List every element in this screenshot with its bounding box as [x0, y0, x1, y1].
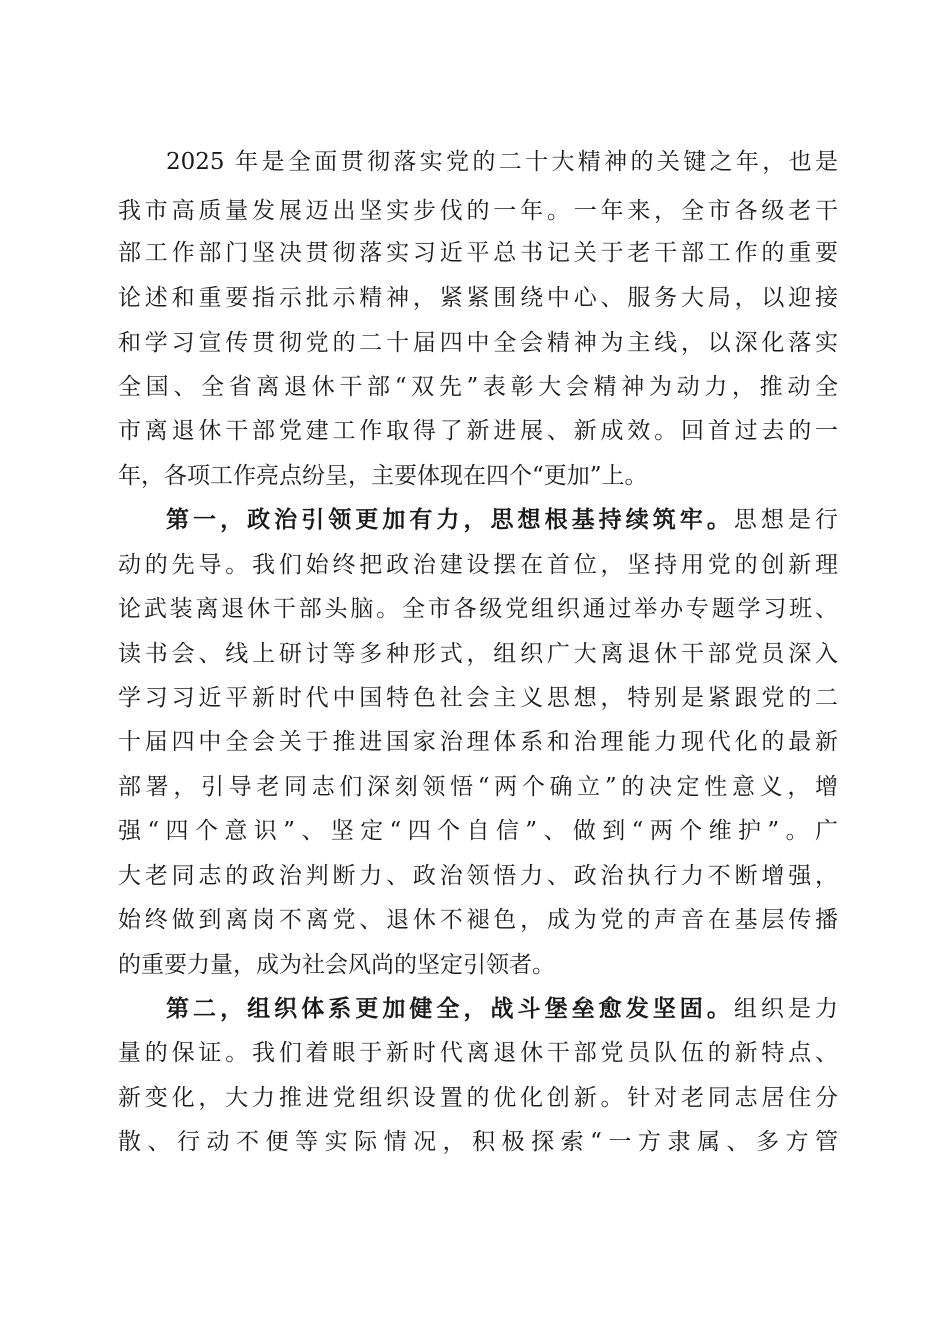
paragraph-3-first-line-rest: 组织是力 — [733, 996, 839, 1022]
paragraph-1-line-7: 市离退休干部党建工作取得了新进展、新成效。回首过去的一 — [118, 418, 838, 444]
paragraph-3-line-1 — [166, 989, 838, 1029]
paragraph-1-line-8: 年，各项工作亮点纷呈，主要体现在四个“更加”上。 — [118, 463, 648, 489]
paragraph-1-line-5: 和学习宣传贯彻党的二十届四中全会精神为主线，以深化落实 — [118, 330, 838, 356]
paragraph-2-line-3: 论武装离退休干部头脑。全市各级党组织通过举办专题学习班、 — [118, 596, 838, 622]
paragraph-2-line-9: 大老同志的政治判断力、政治领悟力、政治执行力不断增强， — [118, 863, 838, 889]
paragraph-2-line-6: 十届四中全会关于推进国家治理体系和治理能力现代化的最新 — [118, 729, 838, 755]
paragraph-3-heading: 第二，组织体系更加健全，战斗堡垒愈发坚固。 — [166, 995, 734, 1022]
paragraph-2-line-1 — [166, 500, 838, 540]
paragraph-2-line-8: 强“四个意识”、坚定“四个自信”、做到“两个维护”。广 — [118, 818, 838, 844]
paragraph-2-line-11: 的重要力量，成为社会风尚的坚定引领者。 — [118, 952, 555, 978]
paragraph-1-line-2: 我市高质量发展迈出坚实步伐的一年。一年来，全市各级老干 — [118, 198, 838, 224]
paragraph-2-line-2: 动的先导。我们始终把政治建设摆在首位，坚持用党的创新理 — [118, 552, 838, 578]
paragraph-2-line-10: 始终做到离岗不离党、退休不褪色，成为党的声音在基层传播 — [118, 907, 838, 933]
paragraph-3-line-4: 散、行动不便等实际情况，积极探索“一方隶属、多方管 — [118, 1129, 838, 1155]
paragraph-1-line-4: 论述和重要指示批示精神，紧紧围绕中心、服务大局，以迎接 — [118, 285, 838, 311]
paragraph-2-line-4: 读书会、线上研讨等多种形式，组织广大离退休干部党员深入 — [118, 641, 838, 667]
paragraph-2-line-7: 部署，引导老同志们深刻领悟“两个确立”的决定性意义，增 — [118, 774, 838, 800]
paragraph-2-line-5: 学习习近平新时代中国特色社会主义思想，特别是紧跟党的二 — [118, 685, 838, 711]
paragraph-1-line-3: 部工作部门坚决贯彻落实习近平总书记关于老干部工作的重要 — [118, 240, 838, 266]
paragraph-2-first-line-rest: 思想是行 — [733, 507, 839, 533]
paragraph-1-line-1: 2025 年是全面贯彻落实党的二十大精神的关键之年，也是 — [166, 149, 838, 175]
paragraph-2-heading: 第一，政治引领更加有力，思想根基持续筑牢。 — [166, 506, 734, 533]
paragraph-3-line-2: 量的保证。我们着眼于新时代离退休干部党员队伍的新特点、 — [118, 1040, 838, 1066]
paragraph-3-line-3: 新变化，大力推进党组织设置的优化创新。针对老同志居住分 — [118, 1085, 838, 1111]
paragraph-1-line-6: 全国、全省离退休干部“双先”表彰大会精神为动力，推动全 — [118, 374, 838, 400]
